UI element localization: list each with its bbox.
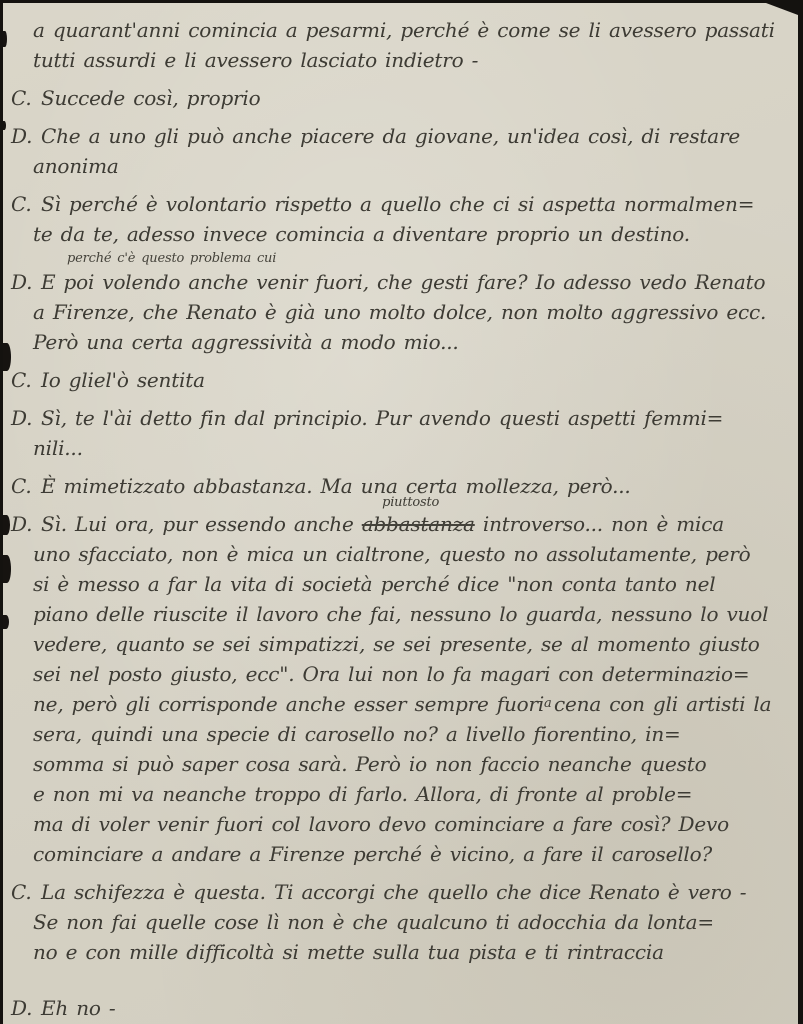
line-text: Se non fai quelle cose lì non è che qualcuno ti adocchia da lonta= bbox=[33, 910, 714, 934]
handwritten-line bbox=[33, 719, 788, 749]
handwritten-line bbox=[33, 629, 788, 659]
line-text: te da te, adesso invece comincia a diventare proprio un destino. bbox=[33, 222, 690, 246]
manuscript-page bbox=[3, 3, 798, 1024]
speaker-label: D. bbox=[11, 270, 33, 294]
speaker-label: C. bbox=[11, 368, 32, 392]
line-text: introverso... non è mica bbox=[474, 512, 724, 536]
handwritten-line bbox=[33, 749, 788, 779]
line-text: Eh no - bbox=[41, 996, 116, 1020]
handwritten-line bbox=[33, 219, 788, 249]
speaker-label: D. bbox=[11, 996, 33, 1020]
binding-mark bbox=[3, 31, 7, 47]
handwritten-line bbox=[33, 779, 788, 809]
handwritten-line bbox=[33, 599, 788, 629]
speaker-label: C. bbox=[11, 86, 32, 110]
correction bbox=[361, 495, 475, 539]
handwritten-line bbox=[33, 839, 788, 869]
speaker-label: C. bbox=[11, 880, 32, 904]
line-text: a quarant'anni comincia a pesarmi, perché è come se li avessero passati bbox=[33, 18, 775, 42]
line-text: nili... bbox=[33, 436, 83, 460]
line-text: sera, quindi una specie di carosello no? a livello fiorentino, in= bbox=[33, 722, 681, 746]
insertion-text: perché c'è questo problema cui bbox=[67, 251, 277, 266]
handwritten-line bbox=[33, 45, 788, 75]
line-text: E poi volendo anche venir fuori, che gesti fare? Io adesso vedo Renato bbox=[41, 270, 766, 294]
handwritten-line-with-correction bbox=[11, 495, 788, 539]
line-text: cena con gli artisti la bbox=[554, 692, 772, 716]
handwritten-line bbox=[11, 267, 788, 297]
handwritten-line bbox=[33, 937, 788, 967]
line-text: Succede così, proprio bbox=[41, 86, 261, 110]
binding-mark bbox=[3, 615, 9, 629]
handwritten-line bbox=[33, 907, 788, 937]
handwritten-line bbox=[33, 151, 788, 181]
inserted-word: a bbox=[544, 696, 552, 711]
speaker-label: C. bbox=[11, 192, 32, 216]
line-text: tutti assurdi e li avessero lasciato indietro - bbox=[33, 48, 479, 72]
handwritten-text bbox=[11, 15, 788, 1023]
line-text: Però una certa aggressività a modo mio... bbox=[33, 330, 459, 354]
line-text: Sì, te l'ài detto fin dal principio. Pur avendo questi aspetti femmi= bbox=[41, 406, 724, 430]
binding-mark bbox=[3, 555, 11, 583]
line-text: a Firenze, che Renato è già uno molto dolce, non molto aggressivo ecc. bbox=[33, 300, 767, 324]
line-text: La schifezza è questa. Ti accorgi che quello che dice Renato è vero - bbox=[41, 880, 747, 904]
line-text: Io gliel'ò sentita bbox=[41, 368, 205, 392]
binding-mark bbox=[3, 515, 10, 535]
line-text: anonima bbox=[33, 154, 119, 178]
handwritten-line bbox=[11, 83, 788, 113]
binding-mark bbox=[3, 343, 11, 371]
line-text: e non mi va neanche troppo di farlo. Allora, di fronte al proble= bbox=[33, 782, 693, 806]
line-text: ma di voler venir fuori col lavoro devo cominciare a fare così? Devo bbox=[33, 812, 729, 836]
interline-insertion bbox=[33, 251, 788, 267]
handwritten-line bbox=[11, 877, 788, 907]
replacement-word: piuttosto bbox=[382, 495, 440, 510]
line-text: cominciare a andare a Firenze perché è vicino, a fare il carosello? bbox=[33, 842, 712, 866]
line-text: sei nel posto giusto, ecc". Ora lui non lo fa magari con determinazio= bbox=[33, 662, 750, 686]
handwritten-line bbox=[33, 809, 788, 839]
handwritten-line bbox=[11, 365, 788, 395]
line-text: ne, però gli corrisponde anche esser sempre fuori bbox=[33, 692, 545, 716]
handwritten-line bbox=[33, 297, 788, 327]
handwritten-line bbox=[33, 539, 788, 569]
line-text: uno sfacciato, non è mica un cialtrone, questo no assolutamente, però bbox=[33, 542, 751, 566]
binding-mark bbox=[3, 121, 6, 130]
handwritten-line bbox=[11, 993, 788, 1023]
page-corner-shadow bbox=[766, 3, 798, 15]
line-text: no e con mille difficoltà si mette sulla tua pista e ti rintraccia bbox=[33, 940, 664, 964]
line-text: Sì. Lui ora, pur essendo anche bbox=[41, 512, 362, 536]
line-text: piano delle riuscite il lavoro che fai, nessuno lo guarda, nessuno lo vuol bbox=[33, 602, 769, 626]
handwritten-line-with-insert bbox=[33, 689, 788, 719]
speaker-label: D. bbox=[11, 124, 33, 148]
speaker-label: C. bbox=[11, 474, 32, 498]
speaker-label: D. bbox=[11, 406, 33, 430]
line-text: somma si può saper cosa sarà. Però io non faccio neanche questo bbox=[33, 752, 707, 776]
line-text: Sì perché è volontario rispetto a quello che ci si aspetta normalmen= bbox=[41, 192, 755, 216]
handwritten-line bbox=[11, 121, 788, 151]
handwritten-line bbox=[11, 403, 788, 433]
line-text: È mimetizzato abbastanza. Ma una certa mollezza, però... bbox=[41, 474, 631, 498]
handwritten-line bbox=[33, 433, 788, 463]
handwritten-line bbox=[11, 189, 788, 219]
struck-word: abbastanza bbox=[361, 512, 475, 536]
handwritten-line bbox=[33, 15, 788, 45]
line-text: vedere, quanto se sei simpatizzi, se sei presente, se al momento giusto bbox=[33, 632, 760, 656]
handwritten-line bbox=[33, 569, 788, 599]
speaker-label: D. bbox=[11, 512, 33, 536]
handwritten-line bbox=[33, 659, 788, 689]
line-text: si è messo a far la vita di società perché dice "non conta tanto nel bbox=[33, 572, 716, 596]
handwritten-line bbox=[33, 327, 788, 357]
line-text: Che a uno gli può anche piacere da giovane, un'idea così, di restare bbox=[41, 124, 740, 148]
